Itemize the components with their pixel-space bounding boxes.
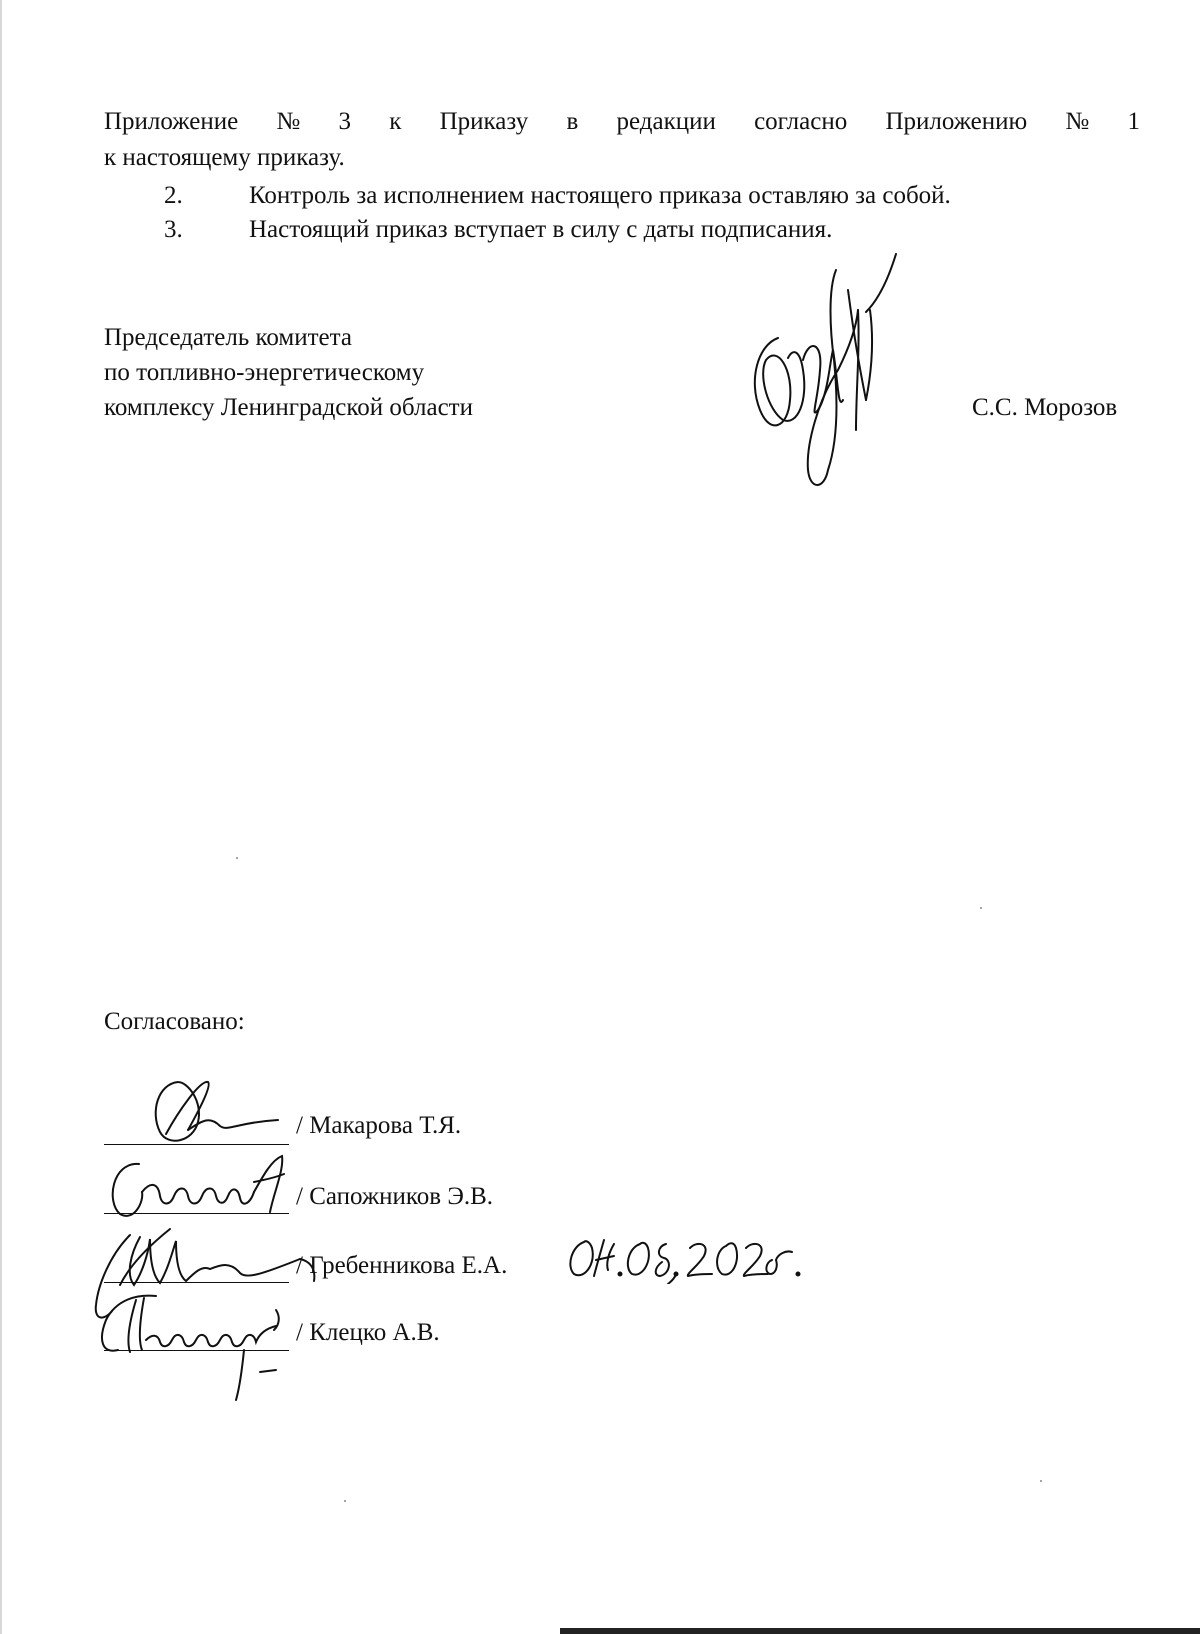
word: Приложению	[885, 108, 1028, 135]
paragraph-line-2: к настоящему приказу.	[104, 144, 345, 171]
approver-signature-sapozhnikov	[104, 1152, 304, 1222]
scan-edge	[0, 0, 2, 1634]
word: редакции	[616, 108, 716, 135]
word: №	[1065, 108, 1090, 135]
word: Приложение	[104, 108, 239, 135]
approver-name: / Сапожников Э.В.	[296, 1183, 494, 1210]
chairman-signature	[748, 250, 918, 495]
scan-edge	[560, 1628, 1200, 1634]
item-2-text: Контроль за исполнением настоящего приказа оставляю за собой.	[249, 182, 951, 209]
signatory-title-line-1: Председатель комитета	[104, 324, 352, 351]
approver-signature-kletsko	[96, 1290, 296, 1402]
approver-name: / Гребенникова Е.А.	[296, 1252, 508, 1279]
scan-speck	[344, 1500, 346, 1502]
word: согласно	[754, 108, 848, 135]
item-2-number: 2.	[164, 182, 183, 209]
word: 1	[1127, 108, 1140, 135]
word: 3	[338, 108, 351, 135]
item-3-text: Настоящий приказ вступает в силу с даты подписания.	[249, 216, 833, 243]
paragraph-line-1	[104, 107, 1140, 137]
signatory-name: С.С. Морозов	[972, 394, 1118, 421]
word: в	[566, 108, 579, 135]
approval-heading: Согласовано:	[104, 1008, 245, 1035]
scan-speck	[1040, 1480, 1042, 1482]
word: №	[276, 108, 301, 135]
item-3-number: 3.	[164, 216, 183, 243]
approver-name: / Макарова Т.Я.	[296, 1112, 462, 1139]
signatory-title-line-3: комплексу Ленинградской области	[104, 394, 473, 421]
scan-speck	[980, 907, 982, 909]
approver-name: / Клецко А.В.	[296, 1319, 440, 1346]
approver-signature-makarova	[148, 1072, 288, 1152]
handwritten-date	[566, 1234, 804, 1284]
signatory-title-line-2: по топливно-энергетическому	[104, 359, 425, 386]
word: Приказу	[439, 108, 529, 135]
word: к	[389, 108, 402, 135]
scan-speck	[236, 857, 238, 859]
